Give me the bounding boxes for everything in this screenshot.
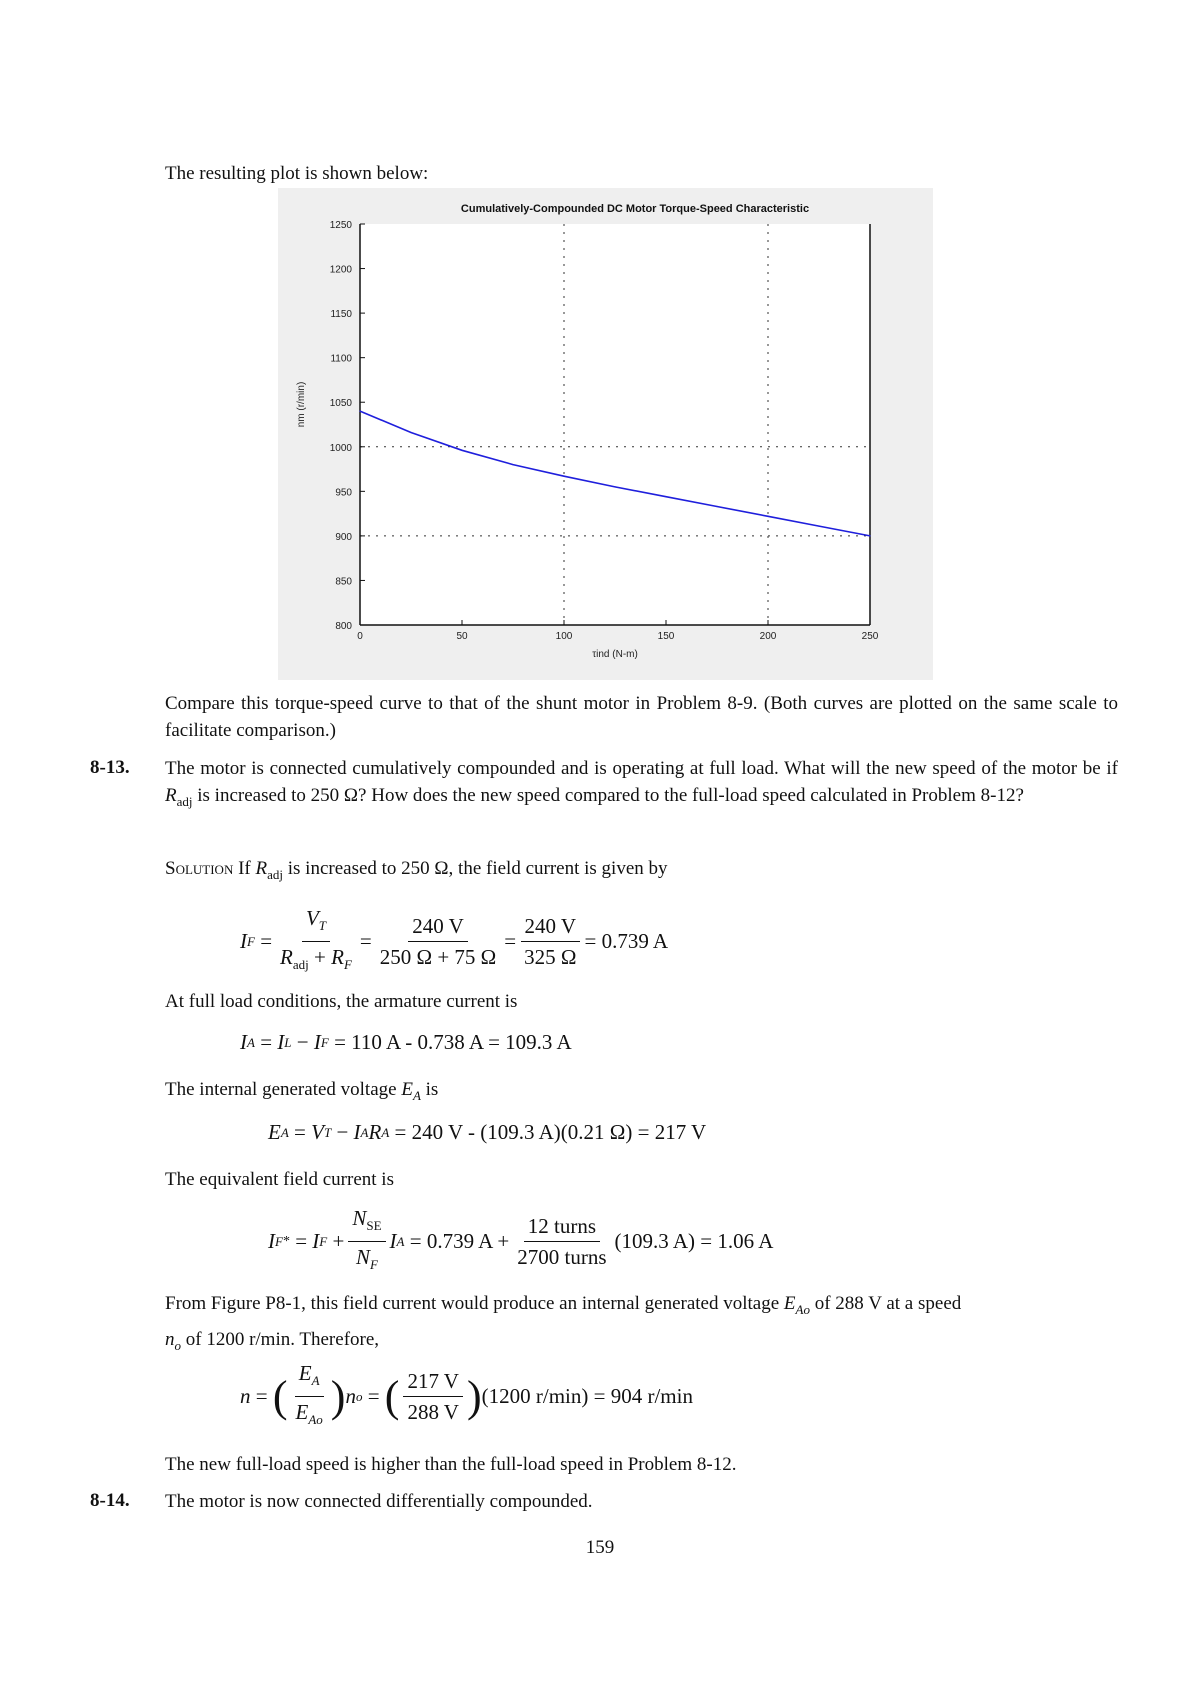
data-point: [716, 506, 717, 507]
x-tick-label: 100: [555, 631, 573, 642]
equation-internal-voltage: E A = V T − I A R A = 240 V - (109.3 A)(0.21 Ω) = 217 V: [268, 1120, 707, 1144]
data-point: [818, 525, 819, 526]
equation-field-current: I F = $\frac{V_T}{R_{adj} + R_F}$ = $\frac{240 V}{250 \Omega + 75 \Omega}$ = $\frac{240 V}{325 \Omega}$ = 0.739 A: [240, 906, 669, 972]
data-point: [461, 450, 462, 451]
data-point: [359, 411, 360, 412]
problem-number-8-13: 8-13.: [90, 757, 130, 778]
chart-title: Cumulatively-Compounded DC Motor Torque-Speed Characteristic: [460, 203, 810, 215]
y-tick-label: 1200: [329, 264, 352, 276]
page-number: 159: [585, 1537, 615, 1558]
data-point: [614, 486, 615, 487]
solution-line: Solution If $R_{adj}$ is increased to 250 Ω, the field current is given by: [165, 858, 668, 882]
x-tick-label: 250: [861, 631, 879, 642]
y-axis-label: nm (r/min): [296, 381, 307, 428]
equation-equivalent-field-current: I F * = I F + $\frac{N_{SE}}{N_F}$ I A = 0.739 A + $\frac{\text{12 turns}}{\text{2700 turns}}$ (109.3 A) = 1.06 A: [268, 1206, 774, 1272]
x-tick-label: 150: [657, 631, 675, 642]
compare-paragraph: Compare this torque-speed curve to that of the shunt motor in Problem 8-9. (Both curves are plotted on the same scale to facilitate comparison.): [165, 693, 1118, 741]
data-point: [767, 516, 768, 517]
y-tick-label: 1000: [329, 442, 352, 454]
x-tick-label: 0: [357, 631, 363, 642]
data-point: [665, 496, 666, 497]
intro-text: The resulting plot is shown below:: [165, 163, 429, 184]
internal-voltage-text: The internal generated voltage $E_A$ is: [165, 1079, 439, 1103]
y-tick-label: 1100: [330, 353, 352, 365]
torque-speed-chart: [278, 188, 933, 680]
y-tick-label: 1250: [329, 220, 352, 231]
equivalent-text: The equivalent field current is: [165, 1169, 394, 1190]
plot-area: [360, 224, 870, 625]
y-tick-label: 950: [335, 487, 352, 499]
equation-speed: n = ( $\frac{E_A}{E_{Ao}}$ ) n o = ( $\frac{217 V}{288 V}$ ) (1200 r/min) = 904 r/min: [240, 1361, 693, 1427]
solution-label: Solution: [165, 858, 234, 879]
equation-armature-current: I A = I L − I F = 110 A - 0.738 A = 109.3 A: [240, 1030, 572, 1054]
problem-8-14-text: The motor is now connected differentially compounded.: [165, 1491, 593, 1512]
y-tick-label: 1050: [329, 398, 352, 410]
x-tick-label: 200: [759, 631, 777, 642]
armature-text: At full load conditions, the armature current is: [165, 991, 518, 1012]
conclusion-text: The new full-load speed is higher than the full-load speed in Problem 8-12.: [165, 1454, 737, 1475]
data-point: [869, 535, 870, 536]
figure-text-line2: $n_o$ of 1200 r/min. Therefore,: [165, 1329, 380, 1353]
y-tick-label: 1150: [330, 309, 352, 321]
problem-number-8-14: 8-14.: [90, 1490, 130, 1511]
x-tick-label: 50: [456, 631, 468, 642]
problem-8-13-text: The motor is connected cumulatively compounded and is operating at full load. What will the new speed of the motor be if $R_{adj}$ is increased to 250 Ω? How does the new speed compared to the full-load speed calculated in Problem 8-12?: [165, 758, 1118, 809]
chart-svg: [278, 188, 933, 680]
data-point: [512, 464, 513, 465]
y-tick-label: 800: [335, 621, 352, 632]
figure-text-line1: From Figure P8-1, this field current would produce an internal generated voltage $E_{Ao}$ of 288 V at a speed: [165, 1293, 962, 1317]
data-point: [410, 432, 411, 433]
data-point: [563, 476, 564, 477]
y-tick-label: 900: [335, 531, 352, 543]
y-tick-label: 850: [335, 576, 352, 588]
x-axis-label: τind (N-m): [592, 649, 638, 660]
